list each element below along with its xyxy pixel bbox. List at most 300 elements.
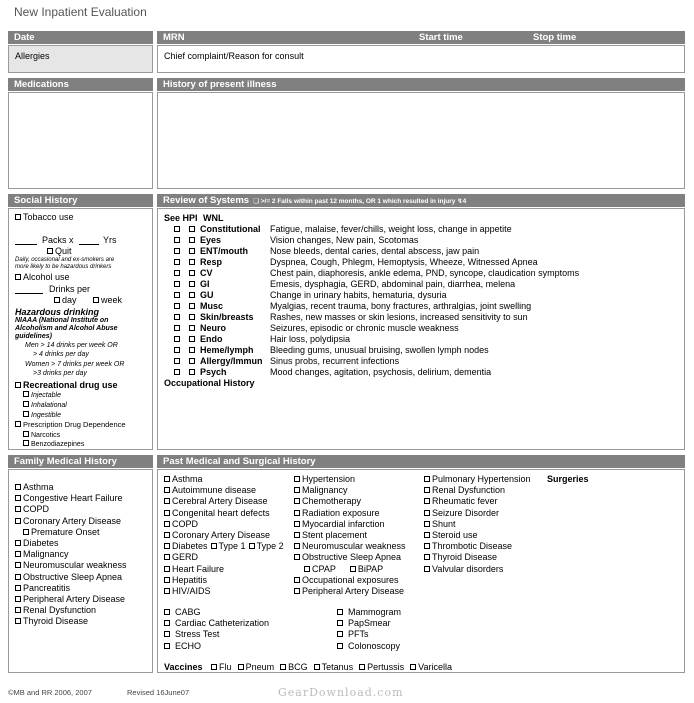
- family-item-label: Pancreatitis: [23, 582, 71, 593]
- ros-row[interactable]: [174, 345, 579, 356]
- family-history-header: [8, 455, 153, 468]
- checkbox-icon[interactable]: [174, 347, 180, 353]
- checkbox-icon[interactable]: [424, 510, 430, 516]
- ros-symptoms: Mood changes, agitation, psychosis, delirium, dementia: [270, 367, 492, 377]
- pmsh-item[interactable]: [164, 552, 284, 563]
- checkbox-icon[interactable]: [15, 607, 21, 613]
- recreational-drug-row[interactable]: Recreational drug use: [15, 380, 118, 390]
- vaccine-list: [205, 662, 452, 672]
- checkbox-icon[interactable]: [164, 476, 170, 482]
- injectable-row[interactable]: Injectable: [23, 391, 61, 400]
- day-option[interactable]: day: [54, 295, 77, 305]
- alcohol-row[interactable]: Alcohol use: [15, 272, 70, 282]
- pmsh-item[interactable]: [424, 519, 531, 530]
- medications-header: [8, 78, 153, 91]
- checkbox-icon[interactable]: [15, 518, 21, 524]
- ros-system: Psych: [200, 367, 227, 377]
- pmsh-item[interactable]: [294, 485, 406, 496]
- allergies-field[interactable]: [8, 45, 153, 73]
- checkbox-icon[interactable]: [23, 440, 29, 446]
- checkbox-icon[interactable]: [294, 510, 300, 516]
- ros-row[interactable]: [174, 367, 579, 378]
- checkbox-icon[interactable]: [424, 498, 430, 504]
- pmsh-item[interactable]: [424, 508, 531, 519]
- smoker-note-1: Daily, occasional and ex-smokers are: [15, 257, 115, 263]
- pmsh-item[interactable]: [164, 485, 284, 496]
- pmsh-item-label: CPAP: [312, 563, 336, 574]
- vaccine-label: Pertussis: [367, 662, 405, 672]
- vaccine-item[interactable]: [211, 662, 232, 672]
- checkbox-icon[interactable]: [174, 292, 180, 298]
- family-item-label: Congestive Heart Failure: [23, 493, 123, 504]
- pmsh-item-label: Pulmonary Hypertension: [432, 474, 531, 484]
- checkbox-icon[interactable]: [164, 566, 170, 572]
- pmsh-item-label: Thrombotic Disease: [432, 541, 513, 552]
- pmsh-item[interactable]: [294, 541, 406, 552]
- checkbox-icon[interactable]: [337, 609, 343, 615]
- procedures-left: [164, 607, 269, 652]
- pmsh-item[interactable]: [424, 552, 531, 563]
- procedure-item-label: ECHO: [175, 640, 202, 651]
- family-item-label: COPD: [23, 504, 50, 515]
- ros-symptoms: Hair loss, polydipsia: [270, 334, 351, 344]
- pmsh-item-label: Peripheral Artery Disease: [302, 586, 405, 597]
- drinks-per-label: Drinks per: [49, 284, 91, 294]
- checkbox-icon[interactable]: [189, 270, 195, 276]
- vaccine-label: Varicella: [418, 662, 453, 672]
- pmsh-item-label: Obstructive Sleep Apnea: [302, 552, 402, 563]
- checkbox-icon[interactable]: [424, 487, 430, 493]
- ros-system: ENT/mouth: [200, 246, 248, 256]
- ros-row[interactable]: [174, 334, 579, 345]
- pmsh-item[interactable]: [424, 564, 531, 575]
- checkbox-icon[interactable]: [15, 551, 21, 557]
- family-item[interactable]: [15, 527, 127, 538]
- checkbox-icon[interactable]: [294, 487, 300, 493]
- ros-symptoms: Sinus probs, recurrent infections: [270, 356, 400, 366]
- pmsh-item-label: Stent placement: [302, 530, 368, 541]
- ros-row[interactable]: [174, 246, 579, 257]
- checkbox-icon[interactable]: [337, 620, 343, 626]
- vaccines-label: Vaccines: [164, 662, 203, 672]
- checkbox-icon[interactable]: [164, 631, 170, 637]
- ros-label: Review of Systems: [163, 195, 250, 206]
- checkbox-icon[interactable]: [174, 270, 180, 276]
- checkbox-icon[interactable]: [15, 484, 21, 490]
- hazardous-drinking-label: Hazardous drinking: [15, 307, 100, 317]
- checkbox-icon[interactable]: [359, 664, 365, 670]
- checkbox-icon[interactable]: [294, 498, 300, 504]
- pmsh-column-3: [424, 474, 531, 575]
- pmsh-item[interactable]: [294, 586, 406, 597]
- ros-row[interactable]: [174, 312, 579, 323]
- checkbox-icon[interactable]: [15, 596, 21, 602]
- checkbox-icon[interactable]: [164, 620, 170, 626]
- pmsh-item-label: Seizure Disorder: [432, 507, 500, 518]
- procedure-item[interactable]: [337, 641, 401, 652]
- checkbox-icon[interactable]: [54, 297, 60, 303]
- pmsh-item-label: Coronary Artery Disease: [172, 530, 271, 541]
- family-item[interactable]: [15, 594, 127, 605]
- pmsh-item[interactable]: [424, 474, 531, 485]
- pmsh-item-label: Asthma: [172, 474, 203, 484]
- pmsh-item-label: Malignancy: [302, 485, 348, 496]
- checkbox-icon[interactable]: [15, 274, 21, 280]
- pmsh-item-label: Thyroid Disease: [432, 552, 498, 563]
- ros-system: Constitutional: [200, 224, 261, 234]
- ros-system: Resp: [200, 257, 223, 267]
- checkbox-icon[interactable]: [189, 369, 195, 375]
- family-item[interactable]: [15, 583, 127, 594]
- drinks-blank[interactable]: [15, 293, 43, 294]
- smoker-note-2: more likely to be hazardous drinkers: [15, 264, 112, 270]
- checkbox-icon[interactable]: [189, 248, 195, 254]
- procedure-item-label: Mammogram: [348, 607, 402, 617]
- checkbox-icon[interactable]: [337, 631, 343, 637]
- copyright-text: ©MB and RR 2006, 2007: [8, 688, 92, 697]
- checkbox-icon[interactable]: [410, 664, 416, 670]
- ros-symptoms: Emesis, dysphagia, GERD, abdominal pain, diarrhea, melena: [270, 279, 516, 289]
- ros-system: Endo: [200, 334, 223, 344]
- checkbox-icon[interactable]: [294, 577, 300, 583]
- inhalational-row[interactable]: Inhalational: [23, 401, 67, 410]
- pmsh-column-1: [164, 474, 284, 597]
- checkbox-icon[interactable]: [294, 521, 300, 527]
- checkbox-icon[interactable]: [189, 325, 195, 331]
- checkbox-icon[interactable]: [424, 532, 430, 538]
- checkbox-icon[interactable]: [424, 566, 430, 572]
- pmsh-item-label: BiPAP: [357, 563, 384, 574]
- pmsh-item[interactable]: [164, 541, 284, 552]
- family-item[interactable]: [15, 493, 127, 504]
- ros-box: [157, 208, 685, 450]
- family-history-label: Family Medical History: [14, 456, 117, 467]
- mrn-header: [157, 31, 685, 44]
- packs-label: Packs x: [42, 235, 74, 245]
- family-item[interactable]: [15, 572, 127, 583]
- checkbox-icon[interactable]: [294, 554, 300, 560]
- checkbox-icon[interactable]: [174, 237, 180, 243]
- pmsh-item[interactable]: [164, 496, 284, 507]
- checkbox-icon[interactable]: [23, 411, 29, 417]
- family-item-label: Neuromuscular weakness: [23, 560, 127, 571]
- ros-symptoms: Dyspnea, Cough, Phlegm, Hemoptysis, Wheeze, Witnessed Apnea: [270, 257, 538, 267]
- checkbox-icon[interactable]: [23, 529, 29, 535]
- years-label: Yrs: [103, 235, 117, 245]
- checkbox-icon[interactable]: [174, 281, 180, 287]
- family-item[interactable]: [15, 549, 127, 560]
- benzodiazepines-row[interactable]: Benzodiazepines: [23, 440, 84, 449]
- occupational-history-label: Occupational History: [164, 378, 255, 388]
- pmsh-item[interactable]: [164, 508, 284, 519]
- pmsh-box: [157, 469, 685, 673]
- date-header: [8, 31, 153, 44]
- pmsh-item[interactable]: [424, 530, 531, 541]
- hpi-field[interactable]: [157, 92, 685, 189]
- ros-symptoms: Chest pain, diaphoresis, ankle edema, PND, syncope, claudication symptoms: [270, 268, 580, 278]
- niaaa-note-2: Alcoholism and Alcohol Abuse: [15, 325, 118, 332]
- pmsh-item[interactable]: [294, 564, 406, 575]
- checkbox-icon[interactable]: [294, 543, 300, 549]
- checkbox-icon[interactable]: [15, 574, 21, 580]
- see-hpi-label: See HPI: [164, 213, 198, 223]
- ros-row[interactable]: [174, 301, 579, 312]
- checkbox-icon[interactable]: [174, 248, 180, 254]
- pmsh-item[interactable]: [164, 474, 284, 485]
- checkbox-icon[interactable]: [174, 314, 180, 320]
- checkbox-icon[interactable]: [164, 643, 170, 649]
- checkbox-icon[interactable]: [189, 336, 195, 342]
- pmsh-item[interactable]: [294, 474, 406, 485]
- checkbox-icon[interactable]: [174, 303, 180, 309]
- checkbox-icon[interactable]: [164, 532, 170, 538]
- ros-symptoms: Myalgias, recent trauma, bony fractures, arthralgias, joint swelling: [270, 301, 532, 311]
- checkbox-icon[interactable]: [23, 391, 29, 397]
- pmsh-item[interactable]: [164, 586, 284, 597]
- family-item-label: Malignancy: [23, 549, 69, 560]
- checkbox-icon[interactable]: [15, 214, 21, 220]
- pmsh-item[interactable]: [294, 575, 406, 586]
- checkbox-icon[interactable]: [189, 281, 195, 287]
- checkbox-icon[interactable]: [350, 566, 356, 572]
- vaccine-item[interactable]: [314, 662, 354, 672]
- family-item[interactable]: [15, 538, 127, 549]
- women-guideline-2: >3 drinks per day: [33, 370, 87, 377]
- pmsh-item-label: Myocardial infarction: [302, 518, 385, 529]
- ros-row[interactable]: [174, 235, 579, 246]
- checkbox-icon[interactable]: [189, 303, 195, 309]
- pmsh-item[interactable]: [294, 508, 406, 519]
- vaccine-label: Tetanus: [321, 662, 354, 672]
- checkbox-icon[interactable]: [304, 566, 310, 572]
- family-item[interactable]: [15, 516, 127, 527]
- checkbox-icon[interactable]: [164, 543, 170, 549]
- checkbox-icon[interactable]: [15, 585, 21, 591]
- pmsh-item-label: COPD: [172, 518, 199, 529]
- checkbox-icon[interactable]: [174, 226, 180, 232]
- checkbox-icon[interactable]: [189, 314, 195, 320]
- checkbox-icon[interactable]: [23, 431, 29, 437]
- ros-row[interactable]: [174, 224, 579, 235]
- procedure-item[interactable]: [164, 618, 269, 629]
- years-blank[interactable]: [79, 244, 99, 245]
- date-label: Date: [14, 32, 35, 43]
- checkbox-icon[interactable]: [164, 487, 170, 493]
- pmsh-item-label: Autoimmune disease: [172, 485, 257, 496]
- checkbox-icon[interactable]: [189, 292, 195, 298]
- family-item-label: Obstructive Sleep Apnea: [23, 571, 123, 582]
- checkbox-icon[interactable]: [15, 421, 21, 427]
- hpi-header: [157, 78, 685, 91]
- watermark: GearDownload.com: [278, 686, 404, 699]
- ros-symptoms: Rashes, new masses or skin lesions, increased sensitivity to sun: [270, 312, 528, 322]
- ros-symptoms: Seizures, episodic or chronic muscle weakness: [270, 323, 459, 333]
- social-history-header: [8, 194, 153, 207]
- pmsh-item-label: Chemotherapy: [302, 496, 362, 507]
- procedure-item[interactable]: [337, 607, 401, 618]
- ros-system: Eyes: [200, 235, 222, 245]
- checkbox-icon[interactable]: [211, 664, 217, 670]
- checkbox-icon[interactable]: [294, 588, 300, 594]
- pmsh-item-label: Hypertension: [302, 474, 356, 484]
- ros-row[interactable]: [174, 279, 579, 290]
- checkbox-icon[interactable]: [280, 664, 286, 670]
- ros-row[interactable]: [174, 290, 579, 301]
- checkbox-icon[interactable]: [189, 259, 195, 265]
- ros-system: GU: [200, 290, 214, 300]
- prescription-row[interactable]: Prescription Drug Dependence: [15, 421, 126, 429]
- procedure-item[interactable]: [164, 629, 269, 640]
- vaccines-row: [164, 662, 452, 672]
- checkbox-icon[interactable]: [294, 476, 300, 482]
- checkbox-icon[interactable]: [15, 506, 21, 512]
- pmsh-item[interactable]: [164, 530, 284, 541]
- family-item[interactable]: [15, 616, 127, 627]
- vaccine-item[interactable]: [280, 662, 308, 672]
- checkbox-icon[interactable]: [174, 369, 180, 375]
- checkbox-icon[interactable]: [424, 521, 430, 527]
- pmsh-item[interactable]: [164, 575, 284, 586]
- procedure-item[interactable]: [164, 641, 269, 652]
- start-time-label: Start time: [419, 32, 463, 43]
- ros-system: Neuro: [200, 323, 227, 333]
- checkbox-icon[interactable]: [164, 554, 170, 560]
- checkbox-icon[interactable]: [93, 297, 99, 303]
- checkbox-icon[interactable]: [337, 643, 343, 649]
- ros-row[interactable]: [174, 257, 579, 268]
- ros-row[interactable]: [174, 323, 579, 334]
- vaccine-label: BCG: [288, 662, 308, 672]
- checkbox-icon[interactable]: [23, 401, 29, 407]
- procedure-item-label: PFTs: [348, 629, 369, 640]
- family-item-label: Thyroid Disease: [23, 616, 89, 627]
- pmsh-item-label: Occupational exposures: [302, 574, 399, 585]
- checkbox-icon[interactable]: [211, 543, 217, 549]
- quit-row[interactable]: Quit: [47, 246, 72, 256]
- narcotics-row[interactable]: Narcotics: [23, 431, 60, 440]
- checkbox-icon[interactable]: [424, 476, 430, 482]
- vaccine-item[interactable]: [238, 662, 275, 672]
- family-item-label: Premature Onset: [31, 526, 100, 537]
- checkbox-icon[interactable]: [424, 543, 430, 549]
- pmsh-item[interactable]: [294, 530, 406, 541]
- hpi-label: History of present illness: [163, 79, 277, 90]
- checkbox-icon[interactable]: [249, 543, 255, 549]
- ros-symptoms: Bleeding gums, unusual bruising, swollen lymph nodes: [270, 345, 489, 355]
- procedure-item[interactable]: [164, 607, 269, 618]
- checkbox-icon[interactable]: [189, 358, 195, 364]
- pmsh-item[interactable]: [164, 519, 284, 530]
- pmsh-item[interactable]: [164, 564, 284, 575]
- procedure-item-label: Cardiac Catheterization: [175, 618, 270, 629]
- pmsh-item[interactable]: [424, 496, 531, 507]
- tobacco-row[interactable]: Tobacco use: [15, 212, 74, 222]
- pmsh-item[interactable]: [294, 519, 406, 530]
- chief-complaint-label: Chief complaint/Reason for consult: [164, 51, 304, 61]
- ros-system: CV: [200, 268, 213, 278]
- checkbox-icon[interactable]: [424, 554, 430, 560]
- family-item[interactable]: [15, 605, 127, 616]
- procedure-item[interactable]: [337, 629, 401, 640]
- ingestible-row[interactable]: Ingestible: [23, 411, 61, 420]
- pmsh-item[interactable]: [294, 552, 406, 563]
- checkbox-icon[interactable]: [189, 237, 195, 243]
- ros-system: Musc: [200, 301, 224, 311]
- checkbox-icon[interactable]: [164, 498, 170, 504]
- checkbox-icon[interactable]: [15, 540, 21, 546]
- ros-system: GI: [200, 279, 210, 289]
- pmsh-item-label: Rheumatic fever: [432, 496, 498, 507]
- ros-system: Allergy/Immun: [200, 356, 263, 366]
- family-item[interactable]: [15, 482, 127, 493]
- pmsh-item[interactable]: [294, 496, 406, 507]
- vaccine-item[interactable]: [410, 662, 452, 672]
- family-item[interactable]: [15, 504, 127, 515]
- vaccine-item[interactable]: [359, 662, 404, 672]
- ros-system: Skin/breasts: [200, 312, 254, 322]
- surgeries-label: Surgeries: [547, 474, 589, 484]
- checkbox-icon[interactable]: [15, 382, 21, 388]
- checkbox-icon[interactable]: [47, 248, 53, 254]
- checkbox-icon[interactable]: [174, 358, 180, 364]
- procedure-item[interactable]: [337, 618, 401, 629]
- checkbox-icon[interactable]: [294, 532, 300, 538]
- checkbox-icon[interactable]: [174, 325, 180, 331]
- checkbox-icon[interactable]: [15, 562, 21, 568]
- pmsh-item-label: Renal Dysfunction: [432, 485, 506, 496]
- checkbox-icon[interactable]: [164, 609, 170, 615]
- pmsh-item-label: HIV/AIDS: [172, 586, 211, 597]
- family-item[interactable]: [15, 560, 127, 571]
- chief-complaint-field[interactable]: [157, 45, 685, 73]
- checkbox-icon[interactable]: [15, 495, 21, 501]
- checkbox-icon[interactable]: [164, 588, 170, 594]
- medications-field[interactable]: [8, 92, 153, 189]
- checkbox-icon[interactable]: [164, 577, 170, 583]
- checkbox-icon[interactable]: [189, 347, 195, 353]
- men-guideline-1: Men > 14 drinks per week OR: [25, 342, 118, 349]
- ros-row[interactable]: [174, 356, 579, 367]
- pmsh-item-label: Type 1: [218, 541, 246, 552]
- checkbox-icon[interactable]: [164, 510, 170, 516]
- family-item-label: Peripheral Artery Disease: [23, 594, 126, 605]
- checkbox-icon[interactable]: [314, 664, 320, 670]
- pmsh-item-label: Cerebral Artery Disease: [172, 496, 268, 507]
- allergies-label: Allergies: [15, 51, 50, 61]
- family-history-box: [8, 469, 153, 673]
- packs-blank[interactable]: [15, 244, 37, 245]
- checkbox-icon[interactable]: [15, 618, 21, 624]
- pmsh-item-label: Hepatitis: [172, 574, 208, 585]
- checkbox-icon[interactable]: [238, 664, 244, 670]
- ros-symptoms: Nose bleeds, dental caries, dental abscess, jaw pain: [270, 246, 480, 256]
- pmsh-item[interactable]: [424, 541, 531, 552]
- procedure-item-label: CABG: [175, 607, 201, 617]
- pmsh-item-label: Shunt: [432, 518, 456, 529]
- checkbox-icon[interactable]: [174, 336, 180, 342]
- ros-header: [157, 194, 685, 207]
- procedure-item-label: Colonoscopy: [348, 640, 401, 651]
- checkbox-icon[interactable]: [164, 521, 170, 527]
- pmsh-item-label: Steroid use: [432, 530, 478, 541]
- week-option[interactable]: week: [93, 295, 122, 305]
- ros-row[interactable]: [174, 268, 579, 279]
- checkbox-icon[interactable]: [189, 226, 195, 232]
- checkbox-icon[interactable]: [174, 259, 180, 265]
- women-guideline-1: Women > 7 drinks per week OR: [25, 361, 125, 368]
- pmsh-item[interactable]: [424, 485, 531, 496]
- revised-text: Revised 16June07: [127, 688, 190, 697]
